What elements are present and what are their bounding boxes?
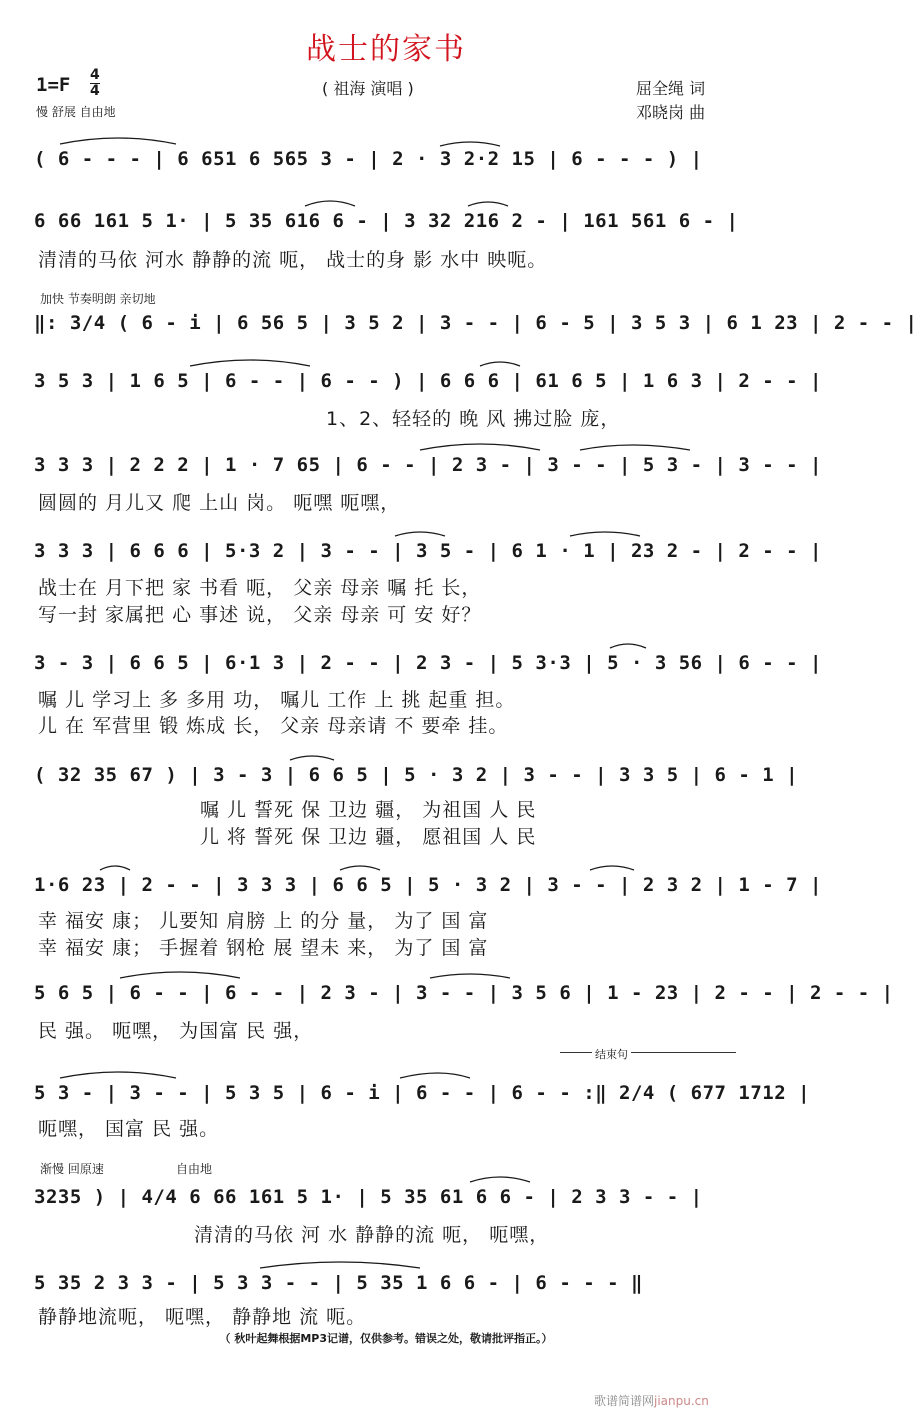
key-signature: 1=F — [36, 74, 71, 96]
watermark-en: jianpu.cn — [654, 1394, 709, 1408]
lyric-row-10: 民 强。 呃嘿， 为国富 民 强， — [38, 1020, 314, 1042]
lyric-row-13: 静静地流呃， 呃嘿， 静静地 流 呃。 — [38, 1306, 367, 1328]
singer-credit: ( 祖海 演唱 ) — [322, 79, 414, 98]
tempo-marking-coda: 渐慢 回原速 — [40, 1162, 104, 1176]
notation-row-12: 3235 ) | 4/4 6 66 161 5 1· | 5 35 61 6 6 - | 2 3 3 - - | — [34, 1186, 703, 1208]
slur-arc — [590, 866, 634, 870]
meter-top: 4 — [90, 67, 100, 83]
lyric-row-11: 呃嘿， 国富 民 强。 — [38, 1118, 220, 1140]
lyric-row-7b: 儿 在 军营里 锻 炼成 长， 父亲 母亲请 不 要牵 挂。 — [38, 715, 509, 737]
slur-arc — [100, 866, 130, 870]
meter-bottom: 4 — [90, 83, 100, 99]
slur-arc — [480, 362, 520, 366]
tempo-marking-verse: 加快 节奏明朗 亲切地 — [40, 292, 156, 306]
slur-arc — [290, 756, 334, 760]
slur-arc — [570, 532, 640, 536]
notation-row-7: 3 - 3 | 6 6 5 | 6·1 3 | 2 - - | 2 3 - | 5 3·3 | 5 · 3 56 | 6 - - | — [34, 652, 822, 674]
slur-arc — [395, 532, 445, 536]
slur-arc — [120, 972, 240, 978]
notation-row-8: ( 32 35 67 ) | 3 - 3 | 6 6 5 | 5 · 3 2 | 3 - - | 3 3 5 | 6 - 1 | — [34, 764, 799, 786]
lyric-row-5: 圆圆的 月儿又 爬 上山 岗。 呃嘿 呃嘿， — [38, 492, 401, 514]
transcription-footnote: （ 秋叶起舞根据MP3记谱，仅供参考。错误之处，敬请批评指正。） — [219, 1332, 553, 1345]
slur-arc — [190, 360, 310, 366]
slur-arc — [420, 444, 540, 450]
notation-row-1: ( 6 - - - | 6 651 6 565 3 - | 2 · 3 2·2 15 | 6 - - - ) | — [34, 148, 703, 170]
lyric-row-6a: 战士在 月下把 家 书看 呃， 父亲 母亲 嘱 托 长， — [38, 577, 482, 599]
lyric-row-8a: 嘱 儿 誓死 保 卫边 疆， 为祖国 人 民 — [200, 799, 537, 821]
notation-row-6: 3 3 3 | 6 6 6 | 5·3 2 | 3 - - | 3 5 - | 6 1 · 1 | 23 2 - | 2 - - | — [34, 540, 822, 562]
notation-row-2: 6 66 161 5 1· | 5 35 616 6 - | 3 32 216 2 - | 161 561 6 - | — [34, 210, 739, 232]
notation-row-11: 5 3 - | 3 - - | 5 3 5 | 6 - i | 6 - - | 6 - - :‖ 2/4 ( 677 1712 | — [34, 1082, 811, 1104]
tempo-marking-intro: 慢 舒展 自由地 — [36, 105, 116, 119]
slur-arc — [468, 202, 508, 206]
lyric-row-9a: 幸 福安 康； 儿要知 肩膀 上 的分 量， 为了 国 富 — [38, 910, 489, 932]
slur-arc — [440, 142, 500, 146]
slur-arc — [430, 974, 510, 978]
slur-arc — [305, 201, 355, 206]
lyric-row-12: 清清的马依 河 水 静静的流 呃， 呃嘿， — [194, 1224, 550, 1246]
lyric-row-6b: 写一封 家属把 心 事述 说， 父亲 母亲 可 安 好？ — [38, 604, 482, 626]
slur-arc — [260, 1262, 420, 1268]
slur-arc — [610, 644, 646, 648]
lyric-row-8b: 儿 将 誓死 保 卫边 疆， 愿祖国 人 民 — [200, 826, 537, 848]
slur-arc — [60, 1072, 176, 1078]
lyric-row-7a: 嘱 儿 学习上 多 多用 功， 嘱儿 工作 上 挑 起重 担。 — [38, 689, 516, 711]
ending-label: 结束句 — [592, 1046, 631, 1062]
slur-arc — [400, 1073, 470, 1078]
lyricist-credit: 屈全绳 词 — [636, 79, 706, 98]
notation-row-13: 5 35 2 3 3 - | 5 3 3 - - | 5 35 1 6 6 - | 6 - - - ‖ — [34, 1272, 643, 1294]
tempo-marking-free: 自由地 — [176, 1162, 213, 1176]
lyric-row-9b: 幸 福安 康； 手握着 钢枪 展 望未 来， 为了 国 富 — [38, 937, 489, 959]
notation-row-10: 5 6 5 | 6 - - | 6 - - | 2 3 - | 3 - - | 3 5 6 | 1 - 23 | 2 - - | 2 - - | — [34, 982, 894, 1004]
watermark-cn: 歌谱简谱网 — [594, 1394, 655, 1408]
notation-row-9: 1·6 23 | 2 - - | 3 3 3 | 6 6 5 | 5 · 3 2 | 3 - - | 2 3 2 | 1 - 7 | — [34, 874, 822, 896]
lyric-row-2: 清清的马依 河水 静静的流 呃， 战士的身 影 水中 映呃。 — [38, 249, 548, 271]
song-title: 战士的家书 — [306, 32, 466, 67]
slur-arc — [580, 445, 690, 450]
lyric-row-4: 1、2、轻轻的 晚 风 拂过脸 庞， — [326, 408, 621, 430]
slur-arc — [60, 138, 176, 144]
notation-row-3: ‖: 3/4 ( 6 - i | 6 56 5 | 3 5 2 | 3 - - | 6 - 5 | 3 5 3 | 6 1 23 | 2 - - | — [34, 312, 917, 334]
composer-credit: 邓晓岗 曲 — [636, 103, 706, 122]
notation-row-4: 3 5 3 | 1 6 5 | 6 - - | 6 - - ) | 6 6 6 | 61 6 5 | 1 6 3 | 2 - - | — [34, 370, 822, 392]
notation-row-5: 3 3 3 | 2 2 2 | 1 · 7 65 | 6 - - | 2 3 - | 3 - - | 5 3 - | 3 - - | — [34, 454, 822, 476]
slur-arc — [340, 866, 380, 870]
slur-arc — [470, 1177, 530, 1182]
